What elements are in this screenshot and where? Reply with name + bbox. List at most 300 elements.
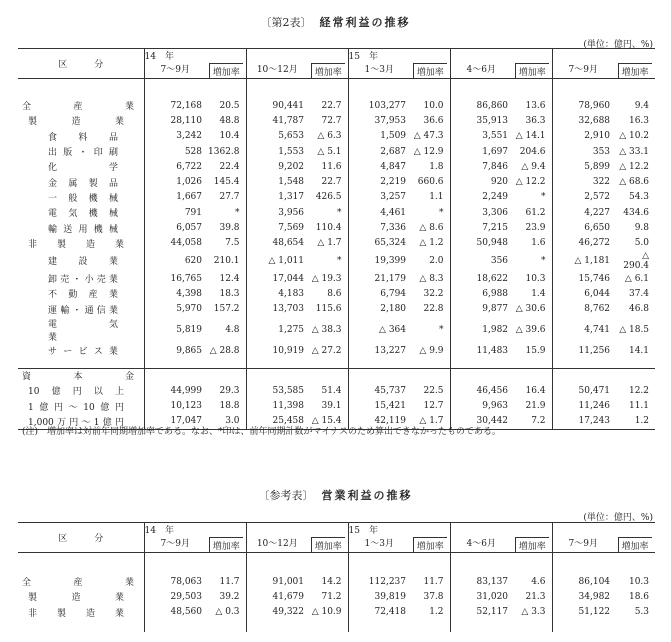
rate-cell: 1.6: [531, 238, 546, 249]
spacer-cell: [450, 78, 512, 98]
rate-cell: 145.4: [213, 177, 240, 188]
table1-row: [18, 159, 655, 174]
table1-header-rate-cell: [308, 63, 348, 79]
value-cell: 2,180: [348, 302, 410, 317]
rate-cell: △ 9.9: [419, 345, 444, 356]
rate-cell: 14.2: [321, 576, 342, 587]
rate-cell: 39.8: [219, 223, 240, 234]
value-cell: 44,058: [144, 236, 206, 251]
spacer-cell: [206, 552, 246, 574]
rate-cell: 204.6: [519, 146, 546, 157]
table1-row: [18, 174, 655, 189]
value-cell: 46,456: [450, 383, 512, 398]
row-label-cell: [18, 574, 144, 589]
rate-cell: △ 18.5: [619, 324, 650, 335]
value-cell: 1,509: [348, 129, 410, 144]
value-cell: 72,168: [144, 98, 206, 113]
value-cell: 11,246: [552, 398, 614, 413]
rate-cell: 48.8: [219, 115, 240, 126]
rate-cell: 10.4: [219, 131, 240, 142]
table2-header-period-months: 1〜3月: [348, 537, 410, 553]
row-label: 1,000万円〜1億円: [28, 417, 124, 428]
rate-cell: △ 290.4: [623, 250, 650, 271]
table1-row: [18, 144, 655, 159]
table2-header-rate-cell: [614, 537, 655, 553]
rate-cell: 10.0: [423, 100, 444, 111]
rate-cell: 7.5: [225, 238, 240, 249]
value-cell: 6,722: [144, 159, 206, 174]
table1-header-rate-cell: [410, 63, 450, 79]
rate-cell: 1.2: [614, 414, 655, 429]
spacer-cell: [144, 368, 206, 383]
spacer-cell: [614, 552, 655, 574]
spacer-cell: [246, 368, 308, 383]
value-cell: 83,137: [450, 574, 512, 589]
table1-note: (注) 増加率は対前年同期増加率である。なお、*印は、前年同期計数がマイナスのため算出できなかったものである。: [22, 427, 501, 437]
spacer-cell: [206, 620, 246, 632]
row-label-cell: [18, 286, 144, 301]
table1-unit: (単位：億円、%): [583, 40, 653, 50]
rate-cell: △ 27.2: [311, 345, 342, 356]
rate-cell: 32.2: [423, 288, 444, 299]
value-cell: 30,442: [450, 414, 512, 429]
value-cell: 6,057: [144, 220, 206, 235]
value-cell: 11,398: [246, 398, 308, 413]
rate-cell: △ 68.6: [619, 177, 650, 188]
rate-cell: △ 10.2: [619, 131, 650, 142]
row-label: 一般機械: [48, 193, 118, 204]
rate-cell: △ 38.3: [311, 324, 342, 335]
rate-cell: 46.8: [628, 304, 650, 315]
value-cell: 13,703: [246, 302, 308, 317]
value-cell: 2,572: [552, 190, 614, 205]
value-cell: 11,483: [450, 343, 512, 358]
table2-label: 〔参考表〕: [258, 489, 314, 502]
value-cell: 3,956: [246, 205, 308, 220]
rate-cell: 12.4: [219, 273, 240, 284]
value-cell: 50,471: [552, 383, 614, 398]
table2-header-period-year: [552, 523, 655, 537]
table1-header-rate-label: 増加率: [311, 63, 345, 78]
value-cell: 7,215: [450, 220, 512, 235]
spacer-cell: [450, 620, 512, 632]
value-cell: 4,183: [246, 286, 308, 301]
spacer-cell: [348, 552, 410, 574]
value-cell: 3,306: [450, 205, 512, 220]
rate-cell: 10.3: [525, 273, 546, 284]
rate-cell: △ 12.9: [413, 146, 444, 157]
rate-cell: *: [541, 192, 546, 203]
rate-cell: 11.7: [423, 576, 444, 587]
spacer-cell: [552, 358, 614, 368]
value-cell: 103,277: [348, 98, 410, 113]
value-cell: 29,503: [144, 589, 206, 604]
rate-cell: △ 1.7: [317, 238, 342, 249]
rate-cell: △ 28.8: [209, 345, 240, 356]
value-cell: 356: [450, 251, 512, 271]
spacer-cell: [348, 368, 410, 383]
rate-cell: 15.9: [525, 345, 546, 356]
rate-cell: △ 15.4: [308, 414, 348, 429]
row-label: 輸送用機械: [48, 224, 118, 235]
table1-row: [18, 236, 655, 251]
rate-cell: 12.7: [423, 401, 444, 412]
spacer-cell: [144, 620, 206, 632]
table1-header-period-months: 1〜3月: [348, 63, 410, 79]
value-cell: 17,243: [552, 414, 614, 429]
row-label: 食 料 品: [48, 132, 118, 143]
table2-header-rate-cell: [308, 537, 348, 553]
spacer-cell: [512, 358, 552, 368]
spacer-cell: [450, 368, 512, 383]
spacer-cell: [18, 78, 144, 98]
rate-cell: *: [541, 255, 546, 266]
table1-header-period-months: 7〜9月: [552, 63, 614, 79]
value-cell: 6,794: [348, 286, 410, 301]
value-cell: 32,688: [552, 113, 614, 128]
table1-header-period-year: [246, 49, 348, 63]
row-label: 製 造 業: [28, 593, 124, 604]
value-cell: 17,047: [144, 414, 206, 429]
table2-header-period-year: [246, 523, 348, 537]
row-label: 卸売・小売業: [48, 275, 118, 286]
value-cell: 1,667: [144, 190, 206, 205]
table1-header-period-year: 14 年: [144, 49, 246, 63]
rate-cell: 7.2: [512, 414, 552, 429]
value-cell: 46,272: [552, 236, 614, 251]
value-cell: 35,913: [450, 113, 512, 128]
value-cell: 3,242: [144, 129, 206, 144]
spacer-row: [18, 620, 655, 632]
value-cell: 44,999: [144, 383, 206, 398]
table2-row: [18, 589, 655, 604]
value-cell: 9,202: [246, 159, 308, 174]
spacer-cell: [246, 620, 308, 632]
rate-cell: *: [337, 255, 342, 266]
table1-row: [18, 271, 655, 286]
value-cell: 4,741: [552, 317, 614, 343]
row-label: サービス業: [48, 347, 118, 357]
table1-header-rate-label: 増加率: [209, 63, 243, 78]
spacer-cell: [308, 358, 348, 368]
table1-row: [18, 302, 655, 317]
value-cell: 48,654: [246, 236, 308, 251]
value-cell: 39,819: [348, 589, 410, 604]
value-cell: 5,819: [144, 317, 206, 343]
value-cell: 9,963: [450, 398, 512, 413]
spacer-cell: [410, 368, 450, 383]
value-cell: 2,910: [552, 129, 614, 144]
value-cell: 4,398: [144, 286, 206, 301]
table1-row: [18, 286, 655, 301]
rate-cell: 39.2: [219, 591, 240, 602]
value-cell: 1,553: [246, 144, 308, 159]
rate-cell: 2.0: [429, 255, 444, 266]
row-label-cell: [18, 589, 144, 604]
value-cell: 3,257: [348, 190, 410, 205]
capital-label: 資 本 金: [22, 372, 134, 383]
rate-cell: 29.3: [219, 385, 240, 396]
table2-header-period-year: 15 年: [348, 523, 450, 537]
value-cell: 52,117: [450, 605, 512, 620]
value-cell: 86,860: [450, 98, 512, 113]
table2-header-period-months: 7〜9月: [144, 537, 206, 553]
table1-capital-row: [18, 398, 655, 413]
table1-header-rate-cell: [206, 63, 246, 79]
value-cell: 1,548: [246, 174, 308, 189]
value-cell: 1,275: [246, 317, 308, 343]
table1-row: [18, 220, 655, 235]
spacer-cell: [308, 78, 348, 98]
table1-row: [18, 98, 655, 113]
value-cell: 4,847: [348, 159, 410, 174]
value-cell: 37,953: [348, 113, 410, 128]
value-cell: 1,026: [144, 174, 206, 189]
value-cell: 72,418: [348, 605, 410, 620]
value-cell: 31,020: [450, 589, 512, 604]
spacer-cell: [206, 78, 246, 98]
row-label: 1億円〜10億円: [28, 402, 124, 413]
rate-cell: △ 30.6: [515, 304, 546, 315]
value-cell: 15,421: [348, 398, 410, 413]
rate-cell: △ 12.2: [515, 177, 546, 188]
spacer-cell: [552, 78, 614, 98]
value-cell: 5,970: [144, 302, 206, 317]
spacer-cell: [348, 78, 410, 98]
table1-label: 〔第2表〕: [260, 16, 312, 29]
table1-header-row: [18, 49, 655, 63]
row-label: 10億円以上: [28, 387, 124, 398]
table2-header-rate-cell: [206, 537, 246, 553]
value-cell: 50,948: [450, 236, 512, 251]
row-label: 非 製 造 業: [28, 239, 124, 250]
table1-header-rate-label: 増加率: [515, 63, 549, 78]
rate-cell: 71.2: [321, 591, 342, 602]
value-cell: 5,653: [246, 129, 308, 144]
row-label-cell: [18, 383, 144, 398]
rate-cell: 54.3: [628, 192, 650, 203]
value-cell: 8,762: [552, 302, 614, 317]
row-label-cell: [18, 205, 144, 220]
rate-cell: 22.7: [321, 100, 342, 111]
value-cell: 16,765: [144, 271, 206, 286]
value-cell: 10,123: [144, 398, 206, 413]
rate-cell: △ 1.2: [419, 238, 444, 249]
row-label: 建 設 業: [48, 257, 118, 268]
rate-cell: 23.9: [525, 223, 546, 234]
spacer-cell: [144, 358, 206, 368]
spacer-cell: [512, 620, 552, 632]
table1-row: [18, 251, 655, 271]
value-cell: 41,679: [246, 589, 308, 604]
table1-title-line: [0, 14, 671, 30]
value-cell: 7,569: [246, 220, 308, 235]
row-label-cell: [18, 236, 144, 251]
spacer-cell: [410, 552, 450, 574]
row-label: 金属製品: [48, 178, 118, 189]
rate-cell: 11.6: [321, 161, 342, 172]
row-label: 電気機械: [48, 209, 118, 220]
rate-cell: 1.1: [429, 192, 444, 203]
table2-title-line: [0, 487, 671, 503]
rate-cell: 22.7: [321, 177, 342, 188]
row-label-cell: [18, 190, 144, 205]
spacer-cell: [308, 620, 348, 632]
value-cell: 4,461: [348, 205, 410, 220]
spacer-cell: [552, 368, 614, 383]
rate-cell: 22.5: [423, 385, 444, 396]
value-cell: 11,256: [552, 343, 614, 358]
row-label: 全 産 業: [22, 102, 134, 113]
table2-header-period-months: 7〜9月: [552, 537, 614, 553]
spacer-cell: [246, 358, 308, 368]
rate-cell: △ 0.3: [215, 607, 240, 618]
rate-cell: 22.8: [423, 304, 444, 315]
table1-row: [18, 317, 655, 343]
value-cell: 2,249: [450, 190, 512, 205]
rate-cell: △ 1.7: [410, 414, 450, 429]
table2-header-rate-label: 増加率: [618, 537, 652, 552]
rate-cell: *: [439, 207, 444, 218]
rate-cell: △ 6.1: [624, 273, 650, 284]
rate-cell: 210.1: [213, 255, 240, 266]
rate-cell: △ 33.1: [619, 146, 650, 157]
value-cell: 6,650: [552, 220, 614, 235]
value-cell: 65,324: [348, 236, 410, 251]
row-label: 全 産 業: [22, 578, 134, 589]
spacer-cell: [144, 78, 206, 98]
value-cell: 1,697: [450, 144, 512, 159]
row-label-cell: [18, 129, 144, 144]
value-cell: 6,044: [552, 286, 614, 301]
table1-row: [18, 129, 655, 144]
table2-header-rate-label: 増加率: [515, 537, 549, 552]
rate-cell: *: [235, 207, 240, 218]
value-cell: 6,988: [450, 286, 512, 301]
row-label: 不動産業: [48, 290, 118, 301]
table2: [18, 522, 655, 632]
table1-header-rate-label: 増加率: [618, 63, 652, 78]
capital-label-cell: [18, 368, 144, 383]
spacer-cell: [18, 358, 144, 368]
value-cell: 78,063: [144, 574, 206, 589]
table1-row: [18, 113, 655, 128]
table2-header-period-months: 4〜6月: [450, 537, 512, 553]
spacer-cell: [450, 552, 512, 574]
spacer-cell: [308, 368, 348, 383]
table2-header-rate-label: 増加率: [209, 537, 243, 552]
rate-cell: 16.3: [628, 115, 650, 126]
spacer-cell: [552, 552, 614, 574]
value-cell: 28,110: [144, 113, 206, 128]
rate-cell: △ 3.3: [521, 607, 546, 618]
value-cell: 15,746: [552, 271, 614, 286]
rate-cell: 18.6: [628, 591, 650, 602]
table1-header-rate-cell: [512, 63, 552, 79]
rate-cell: 660.6: [417, 177, 444, 188]
value-cell: 17,044: [246, 271, 308, 286]
rate-cell: △ 47.3: [413, 131, 444, 142]
rate-cell: 115.6: [315, 304, 342, 315]
value-cell: 45,737: [348, 383, 410, 398]
rate-cell: 72.7: [321, 115, 342, 126]
value-cell: 353: [552, 144, 614, 159]
rate-cell: 20.5: [219, 100, 240, 111]
spacer-cell: [206, 358, 246, 368]
value-cell: 42,119: [348, 414, 410, 429]
rate-cell: *: [439, 324, 444, 335]
spacer-row: [18, 78, 655, 98]
table1-row: [18, 343, 655, 358]
row-label: 出版・印刷: [48, 148, 118, 159]
rate-cell: 426.5: [315, 192, 342, 203]
rate-cell: △ 6.3: [317, 131, 342, 142]
table1-header-period-months: 10〜12月: [246, 63, 308, 79]
spacer-cell: [512, 368, 552, 383]
rate-cell: 8.6: [327, 288, 342, 299]
table1-row: [18, 190, 655, 205]
value-cell: 112,237: [348, 574, 410, 589]
rate-cell: 4.6: [531, 576, 546, 587]
row-label-cell: [18, 98, 144, 113]
row-label-cell: [18, 605, 144, 620]
rate-cell: 1.2: [429, 607, 444, 618]
value-cell: 9,877: [450, 302, 512, 317]
table1-capital-header-row: [18, 368, 655, 383]
value-cell: 791: [144, 205, 206, 220]
row-label-cell: [18, 159, 144, 174]
rate-cell: △ 10.9: [311, 607, 342, 618]
value-cell: 34,982: [552, 589, 614, 604]
value-cell: 7,846: [450, 159, 512, 174]
row-label-cell: [18, 398, 144, 413]
table2-unit: (単位：億円、%): [583, 513, 653, 523]
spacer-cell: [410, 358, 450, 368]
rate-cell: 434.6: [623, 207, 650, 218]
row-label: 電 気 業: [48, 319, 155, 343]
table2-header-period-year: 14 年: [144, 523, 246, 537]
rate-cell: 36.3: [525, 115, 546, 126]
rate-cell: 110.4: [315, 223, 342, 234]
table2-header-rate-cell: [410, 537, 450, 553]
rate-cell: 10.3: [628, 576, 650, 587]
rate-cell: *: [337, 207, 342, 218]
rate-cell: △ 12.2: [619, 161, 650, 172]
spacer-cell: [144, 552, 206, 574]
value-cell: 1,982: [450, 317, 512, 343]
spacer-cell: [552, 620, 614, 632]
rate-cell: △ 8.3: [419, 273, 444, 284]
value-cell: 78,960: [552, 98, 614, 113]
table2-header-row: [18, 523, 655, 537]
rate-cell: 21.9: [525, 401, 546, 412]
value-cell: 2,687: [348, 144, 410, 159]
value-cell: 9,865: [144, 343, 206, 358]
rate-cell: 1.8: [429, 161, 444, 172]
spacer-cell: [348, 620, 410, 632]
rate-cell: 27.7: [219, 192, 240, 203]
row-label: 化 学: [48, 163, 118, 174]
table2-title: 営業利益の推移: [321, 489, 413, 502]
rate-cell: 11.7: [219, 576, 240, 587]
value-cell: 4,227: [552, 205, 614, 220]
spacer-row: [18, 552, 655, 574]
value-cell: △ 364: [348, 317, 410, 343]
rate-cell: 11.1: [628, 401, 650, 412]
value-cell: 13,227: [348, 343, 410, 358]
table1-row: [18, 205, 655, 220]
value-cell: 90,441: [246, 98, 308, 113]
